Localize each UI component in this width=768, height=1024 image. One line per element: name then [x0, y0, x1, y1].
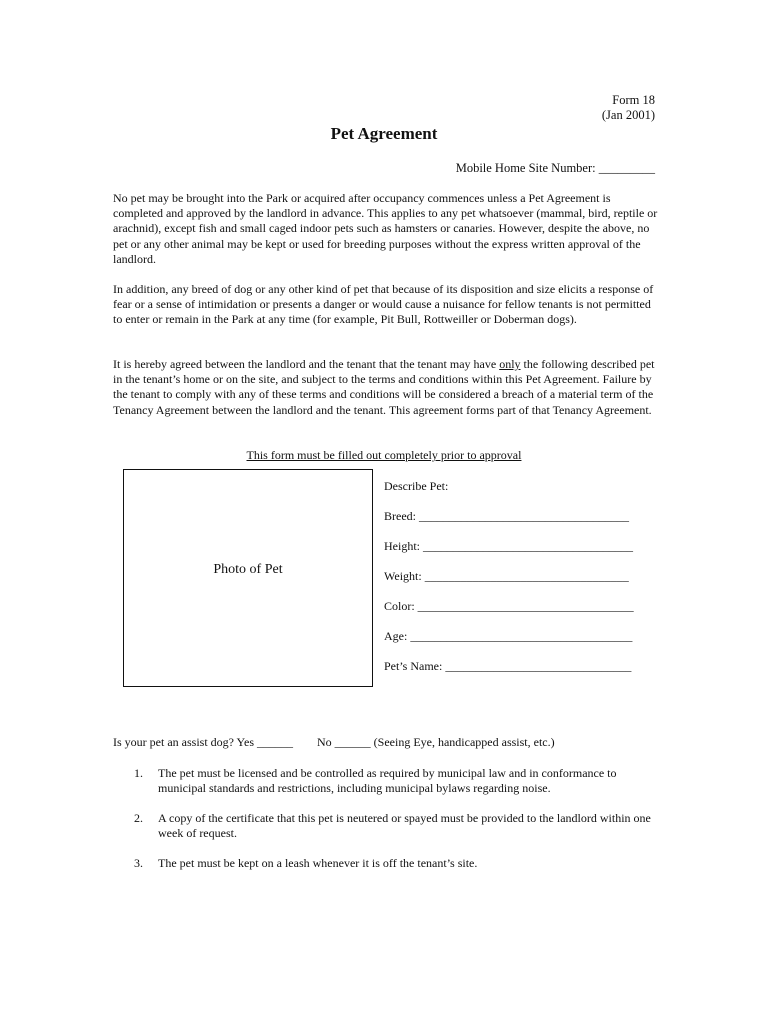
- form-identifier: [602, 93, 655, 123]
- pet-photo-box[interactable]: [123, 469, 373, 687]
- condition-number: 3.: [134, 856, 143, 870]
- age-field[interactable]: Age: _____________________________________: [384, 629, 633, 643]
- form-date: (Jan 2001): [601, 108, 655, 122]
- agreement-text-end: the following described pet in the tenant’s home or on the site, and subject to the terms and conditions within this Pet Agreement. Failure by the tenant to comply with any of these terms and conditions will be considered a breach of a material term of the Tenancy Agreement between the landlord and the tenant. This agreement forms part of that Tenancy Agreement.: [113, 357, 655, 417]
- paragraph-agreement-terms: [113, 357, 658, 418]
- photo-label: Photo of Pet: [213, 562, 283, 577]
- paragraph-pet-approval: No pet may be brought into the Park or acquired after occupancy commences unless a Pet Agreement is completed and approved by the landlord in advance. This applies to any pet whatsoever (mammal, bird, reptile or arachnid), except fish and small caged indoor pets such as hamsters or canaries. However, despite the above, no pet or any other animal may be kept or used for breeding purposes without the express written approval of the landlord.: [113, 191, 658, 266]
- condition-number: 1.: [134, 766, 143, 780]
- page-title: Pet Agreement: [330, 124, 438, 143]
- condition-number: 2.: [134, 811, 143, 825]
- emphasis-only: only: [499, 357, 521, 371]
- describe-pet-label: Describe Pet:: [384, 479, 449, 493]
- weight-field[interactable]: Weight: __________________________________: [384, 569, 629, 583]
- site-number-field[interactable]: Mobile Home Site Number: _________: [455, 161, 655, 175]
- assist-yes[interactable]: Is your pet an assist dog? Yes ______: [113, 735, 293, 749]
- breed-field[interactable]: Breed: ___________________________________: [384, 509, 629, 523]
- paragraph-restricted-breeds: In addition, any breed of dog or any other kind of pet that because of its disposition and size elicits a response of fear or a sense of intimidation or presents a danger or would cause a nuisance for fellow tenants is not permitted to enter or remain in the Park at any time (for example, Pit Bull, Rottweiller or Doberman dogs).: [113, 282, 654, 327]
- form-number: Form 18: [612, 93, 655, 107]
- assist-dog-question[interactable]: [113, 735, 555, 750]
- height-field[interactable]: Height: ___________________________________: [384, 539, 633, 553]
- agreement-text-start: It is hereby agreed between the landlord and the tenant that the tenant may have: [113, 357, 500, 371]
- condition-text: The pet must be licensed and be controlled as required by municipal law and in conformance to municipal standards and restrictions, including municipal bylaws regarding noise.: [158, 766, 617, 795]
- color-field[interactable]: Color: ____________________________________: [384, 599, 634, 613]
- condition-text: A copy of the certificate that this pet is neutered or spayed must be provided to the landlord within one week of request.: [158, 811, 651, 840]
- condition-text: The pet must be kept on a leash whenever it is off the tenant’s site.: [158, 856, 478, 870]
- assist-no[interactable]: No ______ (Seeing Eye, handicapped assist, etc.): [317, 735, 555, 749]
- pet-name-field[interactable]: Pet’s Name: _______________________________: [384, 659, 632, 673]
- completion-notice: This form must be filled out completely prior to approval: [246, 448, 522, 462]
